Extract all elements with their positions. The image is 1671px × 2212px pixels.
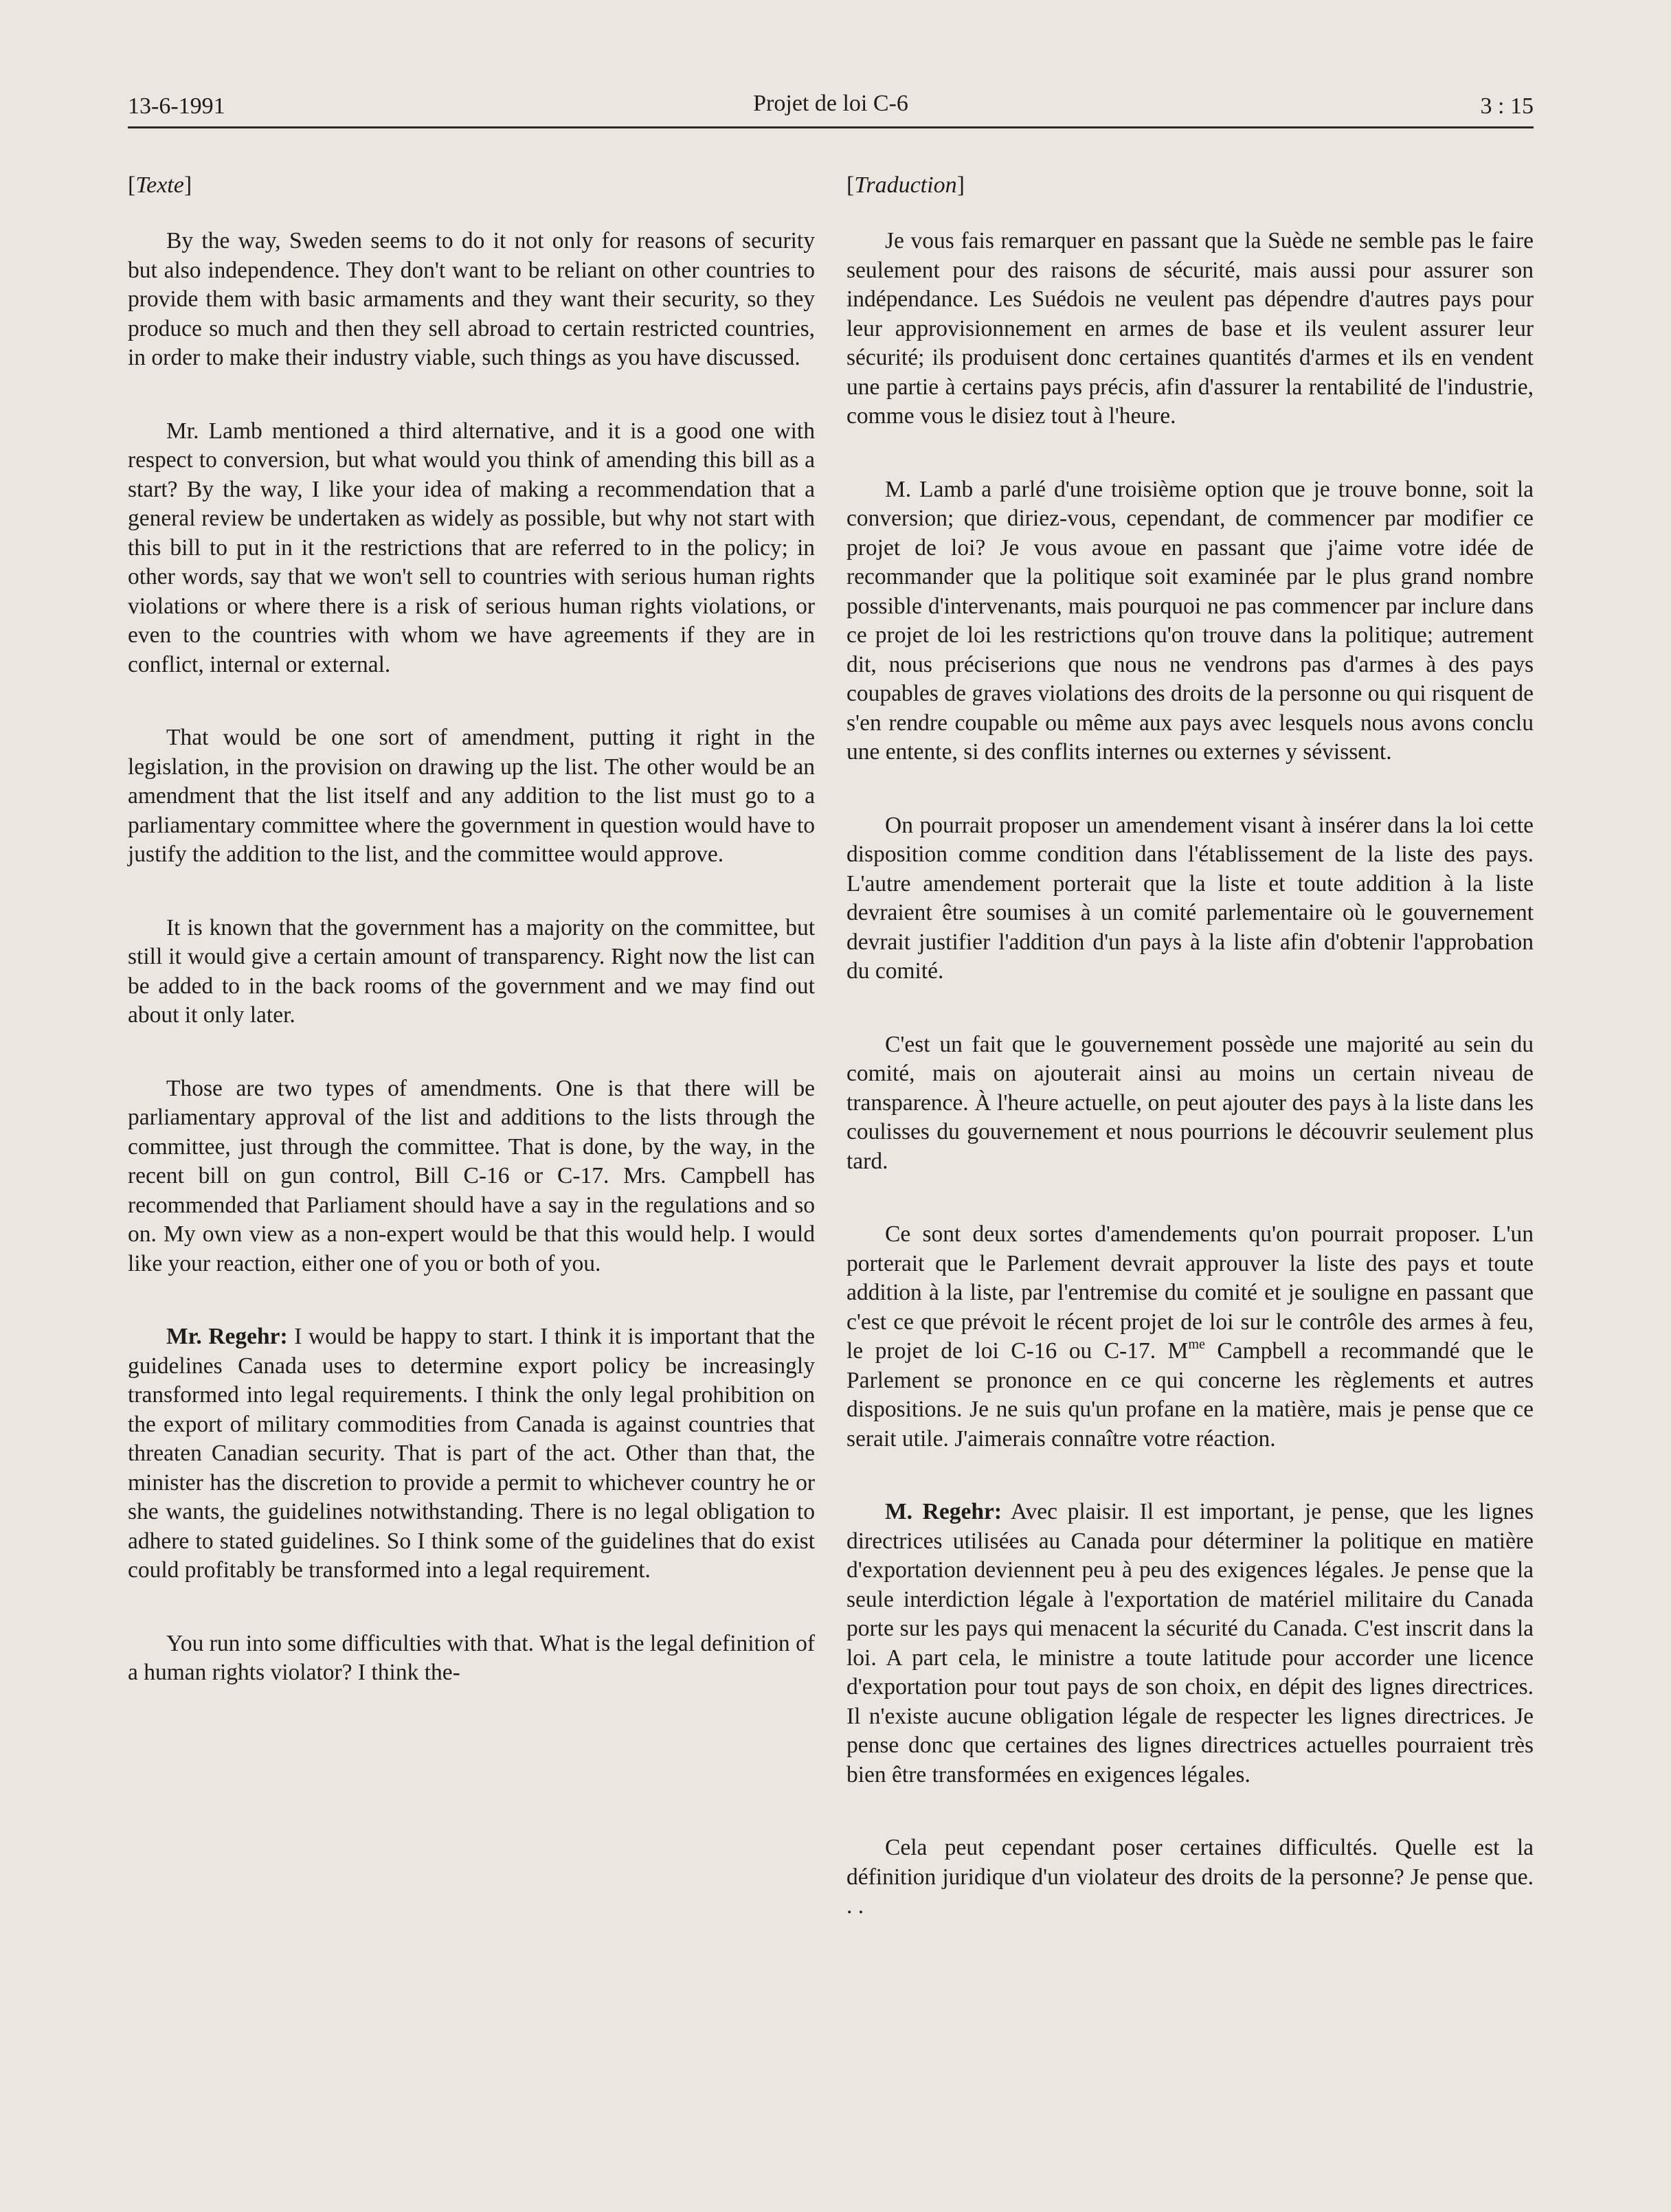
- speech-text: I would be happy to start. I think it is important that the guidelines Canada uses to determine export policy be increasingly transformed into legal requirements. I think the only legal prohibition on the export of military commodities from Canada is against countries that threaten Canadian security. That is part of the act. Other than that, the minister has the discretion to provide a permit to whichever country he or she wants, the guidelines notwithstanding. There is no legal obligation to adhere to stated guidelines. So I think some of the guidelines that do exist could profitably be transformed into a legal requirement.: [128, 1324, 815, 1583]
- header-title: Projet de loi C-6: [753, 91, 908, 116]
- paragraph: Cela peut cependant poser certaines difficultés. Quelle est la définition juridique d'un violateur des droits de la personne? Je pense que. . .: [846, 1835, 1534, 1919]
- right-column: [846, 172, 1534, 1965]
- paragraph: C'est un fait que le gouvernement possède une majorité au sein du comité, mais on ajouterait ainsi au moins un certain niveau de transparence. À l'heure actuelle, on peut ajouter des pays à la liste dans les coulisses du gouvernement et nous pourrions le découvrir seulement plus tard.: [846, 1031, 1534, 1174]
- paragraph: By the way, Sweden seems to do it not only for reasons of security but also independence. They don't want to be reliant on other countries to provide them with basic armaments and they want their security, so they produce so much and then they sell abroad to certain restricted countries, in order to make their industry viable, such things as you have discussed.: [128, 228, 815, 370]
- left-column: [128, 172, 815, 1732]
- paragraph: M. Lamb a parlé d'une troisième option que je trouve bonne, soit la conversion; que diriez-vous, cependant, de commencer par modifier ce projet de loi? Je vous avoue en passant que j'aime votre idée de recommander que la politique soit examinée par le plus grand nombre possible d'intervenants, mais pourquoi ne pas commencer par inclure dans ce projet de loi les restrictions qu'on trouve dans la politique; autrement dit, nous préciserions que nous ne vendrons pas d'armes à des pays coupables de graves violations des droits de la personne ou qui risquent de s'en rendre coupable ou même aux pays avec lesquels nous avons conclu une entente, si des conflits internes ou externes y sévissent.: [846, 476, 1534, 765]
- speaker-name: Mr. Regehr:: [166, 1324, 288, 1349]
- paragraph: You run into some difficulties with that. What is the legal definition of a human rights violator? I think the-: [128, 1630, 815, 1685]
- speech-text: Avec plaisir. Il est important, je pense, que les lignes directrices utilisées au Canada pour déterminer la politique en matière d'exportation deviennent peu à peu des exigences légales. Je pense que la seule interdiction légale à l'exportation de matériel militaire du Canada porte sur les pays qui menacent la sécurité du Canada. C'est inscrit dans la loi. A part cela, le ministre a toute latitude pour accorder une licence d'exportation pour tout pays de son choix, en dépit des lignes directrices. Il n'existe aucune obligation légale de respecter les lignes directrices. Je pense donc que certaines des lignes directrices actuelles pourraient très bien être transformées en exigences légales.: [846, 1499, 1534, 1787]
- superscript: me: [1188, 1336, 1205, 1352]
- page-header: [128, 88, 1534, 128]
- paragraph: On pourrait proposer un amendement visant à insérer dans la loi cette disposition comme condition dans l'établissement de la liste des pays. L'autre amendement porterait que la liste et toute addition à la liste devraient être soumises à un comité parlementaire où le gouvernement devrait justifier l'addition d'un pays à la liste afin d'obtenir l'approbation du comité.: [846, 812, 1534, 984]
- paragraph: It is known that the government has a majority on the committee, but still it would give a certain amount of transparency. Right now the list can be added to in the back rooms of the government and we may find out about it only later.: [128, 914, 815, 1028]
- speaker-name: M. Regehr:: [885, 1499, 1002, 1524]
- column-label-text: Traduction: [854, 172, 957, 198]
- paragraph: That would be one sort of amendment, putting it right in the legislation, in the provision on drawing up the list. The other would be an amendment that the list itself and any addition to the list must go to a parliamentary committee where the government in question would have to justify the addition to the list, and the committee would approve.: [128, 725, 815, 867]
- paragraph: [846, 1220, 1534, 1454]
- text-segment: Campbell a recommandé que le Parlement se prononce en ce qui concerne les règlements et autres dispositions. Je ne suis qu'un profane en la matière, mais je pense que ce serait utile. J'aimerais connaître votre réaction.: [846, 1338, 1534, 1452]
- text-segment: Ce sont deux sortes d'amendements qu'on pourrait proposer. L'un porterait que le Parlement devrait approuver la liste des pays et toute addition à la liste, par l'entremise du comité et je souligne en passant que c'est ce que prévoit le récent projet de loi sur le contrôle des armes à feu, le projet de loi C-16 ou C-17. M: [846, 1221, 1534, 1364]
- paragraph: Je vous fais remarquer en passant que la Suède ne semble pas le faire seulement pour des raisons de sécurité, mais aussi pour assurer son indépendance. Les Suédois ne veulent pas dépendre d'autres pays pour leur approvisionnement en armes de base et ils veulent assurer leur sécurité; ils produisent donc certaines quantités d'armes et ils en vendent une partie à certains pays précis, afin d'assurer la rentabilité de l'industrie, comme vous le disiez tout à l'heure.: [846, 228, 1534, 429]
- paragraph: Those are two types of amendments. One is that there will be parliamentary approval of the list and additions to the lists through the committee, just through the committee. That is done, by the way, in the recent bill on gun control, Bill C-16 or C-17. Mrs. Campbell has recommended that Parliament should have a say in the regulations and so on. My own view as a non-expert would be that this would help. I would like your reaction, either one of you or both of you.: [128, 1075, 815, 1276]
- header-page-number: 3 : 15: [1480, 93, 1534, 119]
- column-label-traduction: [Traduction]: [846, 172, 965, 198]
- column-label-text: Texte: [135, 172, 184, 198]
- column-label-texte: [Texte]: [128, 172, 192, 198]
- header-date: 13-6-1991: [128, 93, 225, 119]
- paragraph: [128, 1322, 815, 1585]
- paragraph: Mr. Lamb mentioned a third alternative, and it is a good one with respect to conversion, but what would you think of amending this bill as a start? By the way, I like your idea of making a recommendation that a general review be undertaken as widely as possible, but why not start with this bill to put in it the restrictions that are referred to in the policy; in other words, say that we won't sell to countries with serious human rights violations or where there is a risk of serious human rights violations, or even to the countries with whom we have agreements if they are in conflict, internal or external.: [128, 418, 815, 677]
- paragraph: [846, 1498, 1534, 1790]
